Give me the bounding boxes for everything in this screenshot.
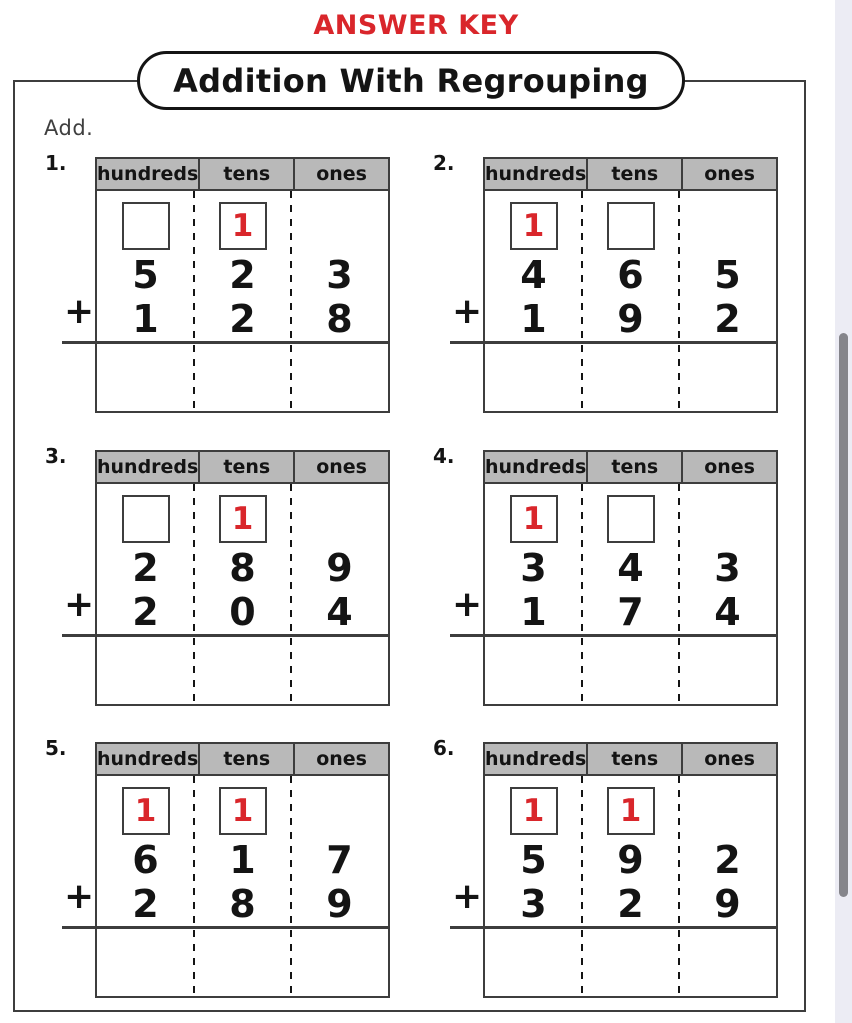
answer-row [485, 350, 776, 412]
addend-bottom-row [97, 590, 388, 634]
header-cell: ones [681, 744, 776, 774]
addend-bottom-row [485, 590, 776, 634]
addend-digit: 8 [229, 546, 256, 590]
addend-top-row [485, 253, 776, 297]
problem [433, 736, 778, 998]
place-value-table [64, 450, 390, 706]
carry-row [97, 776, 388, 838]
carry-cell [485, 492, 582, 546]
header-cell: ones [681, 452, 776, 482]
addend-digit: 4 [520, 253, 547, 297]
scrollbar-thumb[interactable] [839, 333, 848, 897]
plus-sign: + [452, 876, 483, 917]
place-value-body [64, 191, 388, 409]
problem-number: 2. [433, 151, 455, 175]
addend-digit: 1 [229, 838, 256, 882]
carry-box: 1 [510, 787, 558, 835]
header-cell: hundreds [485, 748, 587, 770]
place-value-table [452, 450, 778, 706]
carry-box [122, 495, 170, 543]
carry-cell [194, 784, 291, 838]
carry-box [122, 202, 170, 250]
addend-digit: 5 [714, 253, 741, 297]
addend-digit: 9 [326, 882, 353, 926]
addend-bottom-row [485, 297, 776, 341]
carry-box: 1 [219, 495, 267, 543]
addend-bottom-row [97, 297, 388, 341]
header-cell: hundreds [485, 163, 587, 185]
answer-row [97, 350, 388, 412]
addend-digit: 4 [617, 546, 644, 590]
addend-bottom-row [97, 882, 388, 926]
plus-sign: + [64, 876, 95, 917]
addend-digit: 2 [714, 838, 741, 882]
problem [45, 151, 390, 413]
carry-cell [679, 199, 776, 253]
sum-line [62, 634, 390, 637]
header-cell: hundreds [485, 456, 587, 478]
header-cell: hundreds [97, 163, 199, 185]
plus-sign: + [452, 291, 483, 332]
answer-row [485, 643, 776, 705]
addend-digit: 7 [326, 838, 353, 882]
instruction-label: Add. [44, 116, 94, 140]
carry-cell [291, 199, 388, 253]
header-cell: tens [198, 452, 293, 482]
place-value-header [485, 744, 776, 776]
carry-cell [291, 492, 388, 546]
header-cell: tens [198, 159, 293, 189]
header-cell: tens [586, 744, 681, 774]
place-value-header [97, 452, 388, 484]
scrollbar-track[interactable] [835, 0, 852, 1023]
sum-line [62, 341, 390, 344]
header-cell: ones [681, 159, 776, 189]
addend-top-row [97, 838, 388, 882]
sum-line [450, 634, 778, 637]
addend-top-row [485, 838, 776, 882]
addend-digit: 3 [326, 253, 353, 297]
header-cell: ones [293, 159, 388, 189]
carry-cell [679, 784, 776, 838]
addend-digit: 0 [229, 590, 256, 634]
carry-cell [582, 492, 679, 546]
addend-digit: 5 [132, 253, 159, 297]
carry-cell [97, 199, 194, 253]
addend-digit: 2 [132, 546, 159, 590]
header-cell: tens [586, 452, 681, 482]
place-value-table [452, 742, 778, 998]
header-cell: hundreds [97, 748, 199, 770]
plus-sign: + [452, 584, 483, 625]
plus-sign: + [64, 291, 95, 332]
addend-digit: 6 [617, 253, 644, 297]
carry-box: 1 [607, 787, 655, 835]
sum-line [62, 926, 390, 929]
place-value-table [64, 742, 390, 998]
carry-row [97, 191, 388, 253]
addend-bottom-row [485, 882, 776, 926]
sum-line [450, 341, 778, 344]
addend-digit: 5 [520, 838, 547, 882]
header-cell: tens [198, 744, 293, 774]
addend-digit: 2 [714, 297, 741, 341]
header-cell: hundreds [97, 456, 199, 478]
addend-digit: 8 [229, 882, 256, 926]
problem-number: 5. [45, 736, 67, 760]
problem [45, 444, 390, 706]
place-value-body [452, 191, 776, 409]
place-value-table [452, 157, 778, 413]
place-value-header [485, 159, 776, 191]
addend-top-row [485, 546, 776, 590]
problem [433, 151, 778, 413]
addend-digit: 1 [520, 590, 547, 634]
carry-row [485, 191, 776, 253]
header-cell: ones [293, 744, 388, 774]
addend-digit: 9 [617, 838, 644, 882]
addend-digit: 3 [520, 882, 547, 926]
addend-digit: 2 [229, 253, 256, 297]
addend-digit: 2 [132, 882, 159, 926]
addend-top-row [97, 546, 388, 590]
addend-digit: 8 [326, 297, 353, 341]
place-value-header [485, 452, 776, 484]
carry-cell [485, 199, 582, 253]
header-cell: ones [293, 452, 388, 482]
problem-number: 6. [433, 736, 455, 760]
carry-cell [291, 784, 388, 838]
place-value-header [97, 744, 388, 776]
problem-number: 4. [433, 444, 455, 468]
plus-sign: + [64, 584, 95, 625]
answer-row [97, 643, 388, 705]
carry-box [607, 202, 655, 250]
carry-box: 1 [219, 787, 267, 835]
addend-digit: 2 [132, 590, 159, 634]
addend-digit: 9 [714, 882, 741, 926]
answer-row [485, 935, 776, 997]
carry-box: 1 [122, 787, 170, 835]
header-cell: tens [586, 159, 681, 189]
place-value-body [64, 776, 388, 994]
carry-row [485, 776, 776, 838]
addend-digit: 4 [326, 590, 353, 634]
addend-digit: 4 [714, 590, 741, 634]
addend-digit: 9 [617, 297, 644, 341]
worksheet-title: Addition With Regrouping [173, 61, 649, 100]
title-pill [137, 51, 685, 110]
carry-cell [679, 492, 776, 546]
addend-digit: 1 [132, 297, 159, 341]
carry-box: 1 [510, 202, 558, 250]
addend-digit: 7 [617, 590, 644, 634]
carry-row [97, 484, 388, 546]
carry-box: 1 [219, 202, 267, 250]
carry-cell [485, 784, 582, 838]
addend-digit: 2 [229, 297, 256, 341]
addend-digit: 3 [714, 546, 741, 590]
problem [45, 736, 390, 998]
carry-cell [194, 199, 291, 253]
problem [433, 444, 778, 706]
addend-digit: 3 [520, 546, 547, 590]
answer-key-label: ANSWER KEY [313, 10, 519, 41]
problem-number: 3. [45, 444, 67, 468]
carry-box: 1 [510, 495, 558, 543]
carry-row [485, 484, 776, 546]
addend-top-row [97, 253, 388, 297]
place-value-body [452, 484, 776, 702]
place-value-header [97, 159, 388, 191]
carry-cell [582, 784, 679, 838]
carry-cell [97, 784, 194, 838]
place-value-table [64, 157, 390, 413]
carry-box [607, 495, 655, 543]
addend-digit: 1 [520, 297, 547, 341]
place-value-body [452, 776, 776, 994]
addend-digit: 2 [617, 882, 644, 926]
carry-cell [97, 492, 194, 546]
addend-digit: 6 [132, 838, 159, 882]
carry-cell [582, 199, 679, 253]
carry-cell [194, 492, 291, 546]
sum-line [450, 926, 778, 929]
problem-number: 1. [45, 151, 67, 175]
addend-digit: 9 [326, 546, 353, 590]
place-value-body [64, 484, 388, 702]
answer-row [97, 935, 388, 997]
